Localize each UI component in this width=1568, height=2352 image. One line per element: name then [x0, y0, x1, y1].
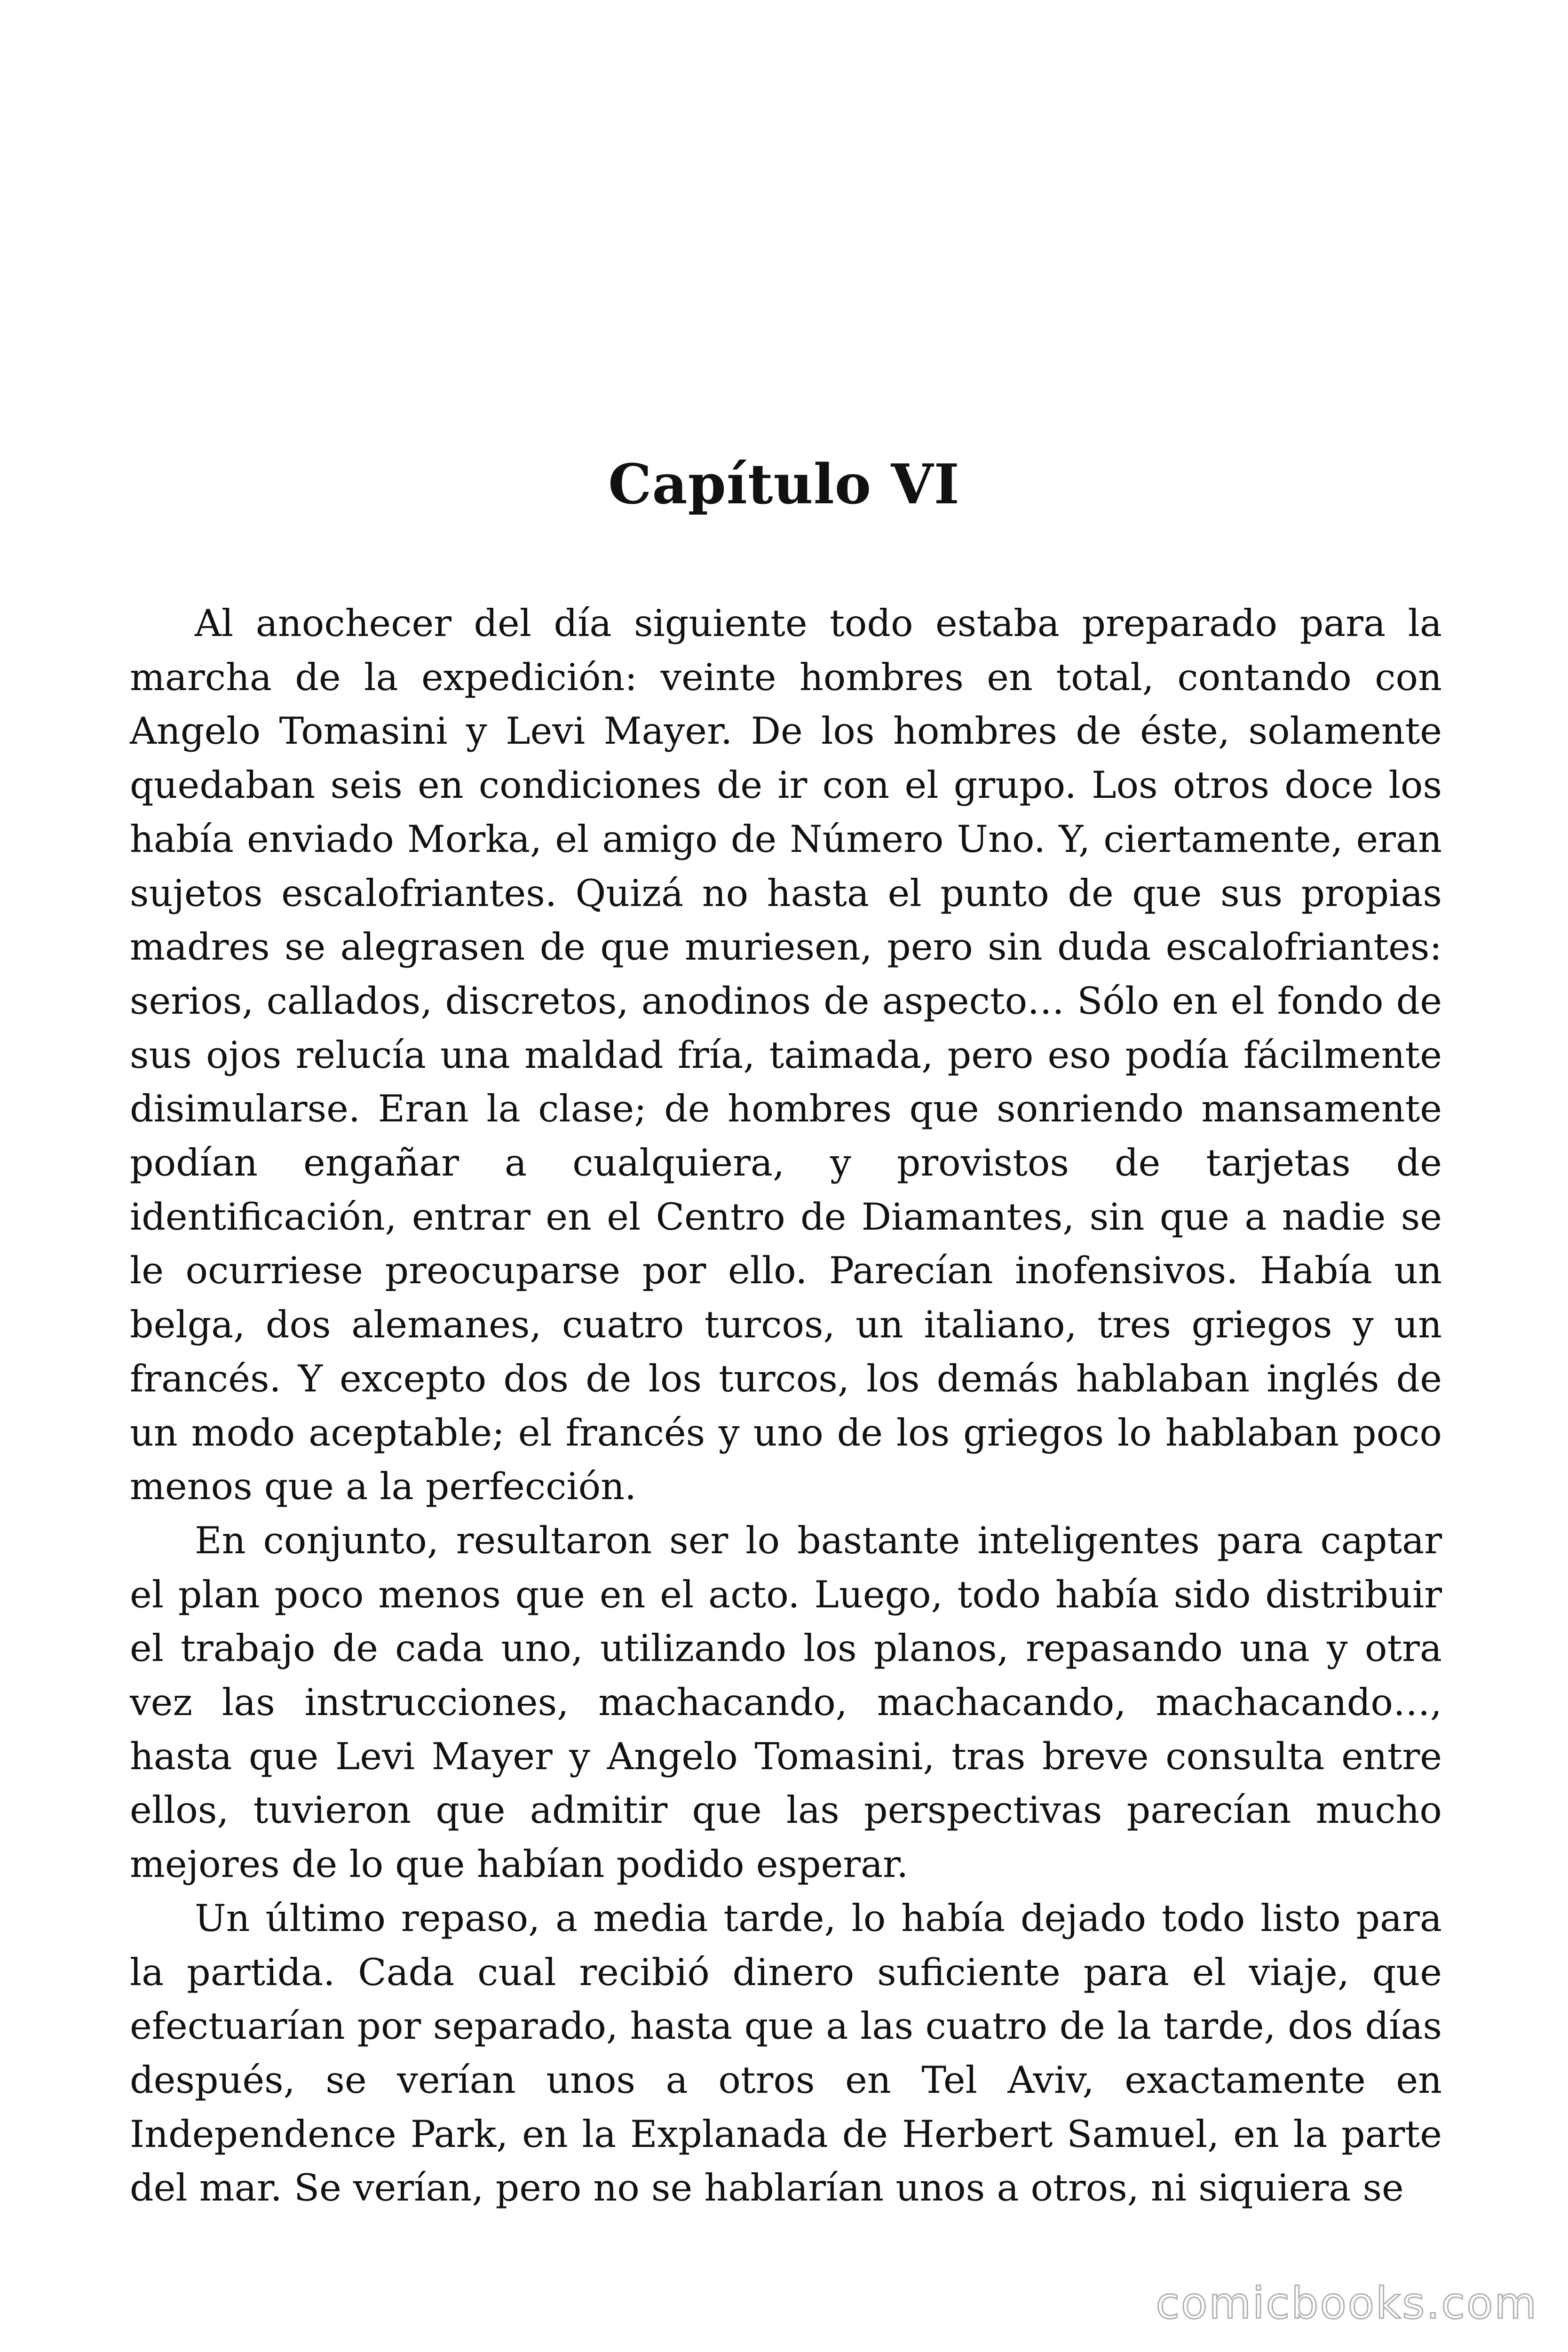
paragraph: En conjunto, resultaron ser lo bastante inteligentes para captar el plan poco menos que en el acto. Luego, todo había sido distribuir el trabajo de cada uno, utilizando los planos, repasando una y otra vez las instrucciones, machacando, machacando, machacando…, hasta que Levi Mayer y Angelo Tomasini, tras breve consulta entre ellos, tuvieron que admitir que las perspectivas parecían mucho mejores de lo que habían podido esperar.	[130, 1518, 1442, 1886]
watermark-logo: comicbooks.com	[1156, 2278, 1538, 2328]
chapter-title: Capítulo VI	[608, 453, 960, 516]
paragraph: Un último repaso, a media tarde, lo había dejado todo listo para la partida. Cada cual recibió dinero suficiente para el viaje, que efectuarían por separado, hasta que a las cuatro de la tarde, dos días después, se verían unos a otros en Tel Aviv, exactamente en Independence Park, en la Explanada de Herbert Samuel, en la parte del mar. Se verían, pero no se hablarían unos a otros, ni siquiera se	[130, 1896, 1442, 2210]
body-text	[130, 596, 1442, 2215]
paragraph: Al anochecer del día siguiente todo estaba preparado para la marcha de la expedición: veinte hombres en total, contando con Angelo Tomasini y Levi Mayer. De los hombres de éste, solamente quedaban seis en condiciones de ir con el grupo. Los otros doce los había enviado Morka, el amigo de Número Uno. Y, ciertamente, eran sujetos escalofriantes. Quizá no hasta el punto de que sus propias madres se alegrasen de que muriesen, pero sin duda escalofriantes: serios, callados, discretos, anodinos de aspecto… Sólo en el fondo de sus ojos relucía una maldad fría, taimada, pero eso podía fácilmente disimularse. Eran la clase; de hombres que sonriendo mansamente podían engañar a cualquiera, y provistos de tarjetas de identificación, entrar en el Centro de Diamantes, sin que a nadie se le ocurriese preocuparse por ello. Parecían inofensivos. Había un belga, dos alemanes, cuatro turcos, un italiano, tres griegos y un francés. Y excepto dos de los turcos, los demás hablaban inglés de un modo aceptable; el francés y uno de los griegos lo hablaban poco menos que a la perfección.	[130, 602, 1442, 1509]
